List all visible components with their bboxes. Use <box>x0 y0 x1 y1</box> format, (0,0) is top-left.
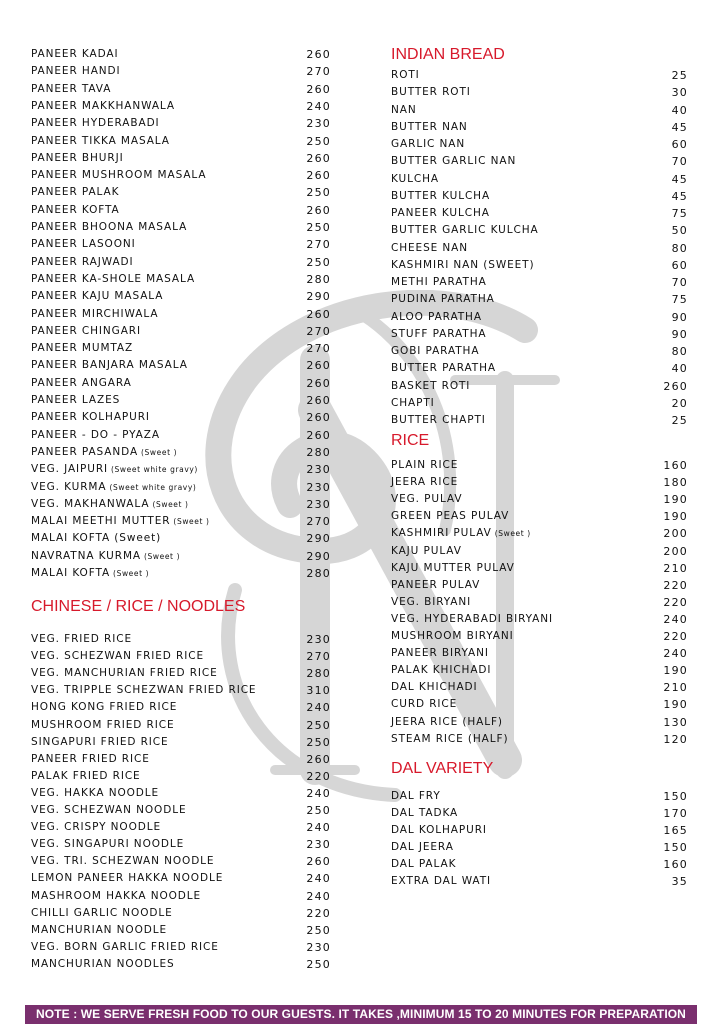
menu-item-name: BUTTER KULCHA <box>391 189 491 202</box>
menu-item <box>391 121 688 137</box>
menu-item-name: MANCHURIAN NOODLE <box>31 923 168 936</box>
menu-item <box>391 173 688 189</box>
menu-item-name: PANEER RAJWADI <box>31 255 134 268</box>
menu-item-name: DAL KHICHADI <box>391 681 478 694</box>
menu-item <box>31 907 331 923</box>
menu-item-price: 250 <box>306 221 331 234</box>
menu-item-name: PALAK KHICHADI <box>391 664 492 677</box>
menu-item <box>31 308 331 324</box>
menu-item-price: 190 <box>663 664 688 678</box>
menu-item <box>31 256 331 272</box>
menu-item-price: 240 <box>306 786 331 800</box>
menu-item-name: PANEER CHINGARI <box>31 324 141 337</box>
menu-item <box>31 238 331 254</box>
menu-item-price: 240 <box>306 701 331 715</box>
menu-item-price: 170 <box>663 806 688 820</box>
menu-item-price: 270 <box>306 324 331 338</box>
menu-item-name: PANEER PULAV <box>391 578 481 591</box>
menu-item <box>31 890 331 906</box>
menu-item-name: BUTTER CHAPTI <box>391 414 486 426</box>
menu-item-price: 230 <box>306 497 331 511</box>
menu-item-name: STUFF PARATHA <box>391 327 487 340</box>
menu-item <box>31 342 331 358</box>
menu-item <box>31 169 331 185</box>
menu-item-price: 230 <box>306 838 331 852</box>
menu-item-note: (Sweet ) <box>138 447 178 457</box>
menu-item-name: VEG. SCHEZWAN FRIED RICE <box>31 650 204 663</box>
menu-item-name: MUSHROOM BIRYANI <box>391 630 514 642</box>
menu-item-name: CHAPTI <box>391 396 435 409</box>
menu-item <box>31 463 331 479</box>
menu-item-name: PANEER MIRCHIWALA <box>31 307 159 320</box>
menu-item-name: PANEER KOFTA <box>31 203 120 216</box>
menu-item-name: VEG. HAKKA NOODLE <box>31 786 160 799</box>
menu-item-price: 210 <box>663 681 688 695</box>
menu-item <box>31 924 331 940</box>
menu-item-name: PANEER LAZES <box>31 394 121 406</box>
menu-item <box>391 311 688 327</box>
menu-item <box>391 276 688 292</box>
menu-item-name: BUTTER ROTI <box>391 86 471 99</box>
menu-item <box>31 429 331 445</box>
menu-item-price: 260 <box>306 411 331 425</box>
menu-item-price: 150 <box>663 840 688 854</box>
menu-item-name: KASHMIRI NAN (SWEET) <box>391 258 535 271</box>
menu-item-price: 270 <box>306 342 331 356</box>
menu-item <box>31 377 331 393</box>
menu-item-price: 200 <box>663 527 688 541</box>
menu-item <box>391 138 688 154</box>
menu-item-name: VEG. CRISPY NOODLE <box>31 821 162 834</box>
menu-item-price: 280 <box>306 445 331 459</box>
menu-item-price: 90 <box>671 327 688 341</box>
menu-item <box>391 807 688 823</box>
menu-item-name: CHILLI GARLIC NOODLE <box>31 906 173 919</box>
menu-item-price: 45 <box>671 120 688 134</box>
menu-item <box>31 804 331 820</box>
menu-item-name: STEAM RICE (HALF) <box>391 732 509 745</box>
menu-item-name: BUTTER NAN <box>391 120 468 133</box>
menu-item-name: VEG. HYDERABADI BIRYANI <box>391 612 553 625</box>
menu-item-price: 260 <box>663 379 688 393</box>
menu-item-name: ROTI <box>391 69 420 81</box>
menu-item <box>31 204 331 220</box>
menu-item-price: 165 <box>663 823 688 837</box>
menu-item <box>391 562 688 578</box>
menu-item <box>31 736 331 752</box>
menu-item <box>391 414 688 430</box>
menu-item-name: PANEER HANDI <box>31 65 121 78</box>
menu-item-price: 160 <box>663 459 688 472</box>
menu-item-name: PANEER KOLHAPURI <box>31 411 150 424</box>
menu-item <box>31 770 331 786</box>
menu-item-name: VEG. BIRYANI <box>391 595 472 608</box>
menu-item-price: 230 <box>306 940 331 954</box>
menu-item-name: JEERA RICE <box>391 476 459 489</box>
section-title-bread: INDIAN BREAD <box>391 46 505 63</box>
menu-item-price: 280 <box>306 567 331 580</box>
menu-item-price: 290 <box>306 532 331 546</box>
menu-item <box>31 684 331 700</box>
menu-item <box>391 681 688 697</box>
menu-item-price: 250 <box>306 735 331 749</box>
menu-item <box>31 117 331 133</box>
menu-item-price: 280 <box>306 667 331 681</box>
menu-item-price: 240 <box>663 612 688 626</box>
menu-item <box>31 65 331 81</box>
menu-item <box>31 273 331 289</box>
menu-item-name: KAJU PULAV <box>391 544 462 557</box>
menu-item <box>391 493 688 509</box>
menu-item-price: 260 <box>306 151 331 165</box>
menu-item <box>391 104 688 120</box>
menu-item <box>391 207 688 223</box>
menu-item-name: BUTTER GARLIC KULCHA <box>391 224 539 237</box>
menu-item-name: BUTTER PARATHA <box>391 362 496 375</box>
menu-item-price: 20 <box>671 396 688 410</box>
menu-item <box>31 821 331 837</box>
menu-item-name: PANEER FRIED RICE <box>31 752 150 765</box>
menu-item-price: 220 <box>306 906 331 920</box>
menu-item-name: MANCHURIAN NOODLES <box>31 957 175 970</box>
menu-item <box>31 567 331 583</box>
menu-item-price: 190 <box>663 493 688 507</box>
menu-item <box>391 545 688 561</box>
menu-item-price: 90 <box>671 310 688 324</box>
menu-item <box>391 510 688 526</box>
menu-item <box>31 719 331 735</box>
menu-item <box>31 838 331 854</box>
menu-item-price: 230 <box>306 117 331 131</box>
menu-item-price: 230 <box>306 480 331 494</box>
menu-item <box>391 380 688 396</box>
menu-item-name: JEERA RICE (HALF) <box>391 715 503 728</box>
menu-item <box>31 650 331 666</box>
menu-item-note: (Sweet white gravy) <box>106 482 197 492</box>
menu-item-name: VEG. SCHEZWAN NOODLE <box>31 804 187 816</box>
menu-item-name: VEG. PULAV <box>391 493 463 506</box>
menu-item-name: PANEER HYDERABADI <box>31 117 160 130</box>
menu-item-name: MALAI MEETHI MUTTER (Sweet ) <box>31 515 210 528</box>
menu-item-price: 30 <box>671 86 688 100</box>
menu-item <box>31 446 331 462</box>
menu-item-name: PANEER TAVA <box>31 82 112 95</box>
menu-item <box>391 190 688 206</box>
menu-item-price: 230 <box>306 463 331 477</box>
menu-item <box>391 875 688 891</box>
menu-item-price: 240 <box>306 872 331 886</box>
menu-item-name: VEG. KURMA (Sweet white gravy) <box>31 480 197 493</box>
menu-item <box>31 667 331 683</box>
menu-item-price: 260 <box>306 48 331 61</box>
menu-item-name: BUTTER GARLIC NAN <box>391 155 517 168</box>
section-title-chinese: CHINESE / RICE / NOODLES <box>31 598 246 615</box>
menu-item <box>391 698 688 714</box>
menu-item <box>31 941 331 957</box>
menu-item-note: (Sweet ) <box>141 551 181 561</box>
menu-item-name: PANEER BHURJI <box>31 151 124 164</box>
menu-item-name: VEG. SINGAPURI NOODLE <box>31 838 185 851</box>
menu-item-name: PANEER - DO - PYAZA <box>31 428 160 441</box>
menu-item <box>31 515 331 531</box>
menu-item-price: 260 <box>306 169 331 183</box>
menu-item-price: 120 <box>663 732 688 746</box>
menu-item-name: PANEER BHOONA MASALA <box>31 221 188 233</box>
menu-item-price: 250 <box>306 718 331 732</box>
menu-item-price: 50 <box>671 224 688 238</box>
menu-item <box>391 613 688 629</box>
menu-item-name: GOBI PARATHA <box>391 345 480 357</box>
menu-item-price: 230 <box>306 633 331 646</box>
menu-item <box>31 290 331 306</box>
menu-item <box>391 841 688 857</box>
menu-item-price: 260 <box>306 855 331 869</box>
menu-item <box>391 647 688 663</box>
menu-item-price: 75 <box>671 293 688 307</box>
menu-item-name: PANEER TIKKA MASALA <box>31 134 170 147</box>
menu-item-name: PUDINA PARATHA <box>391 293 495 306</box>
menu-item-price: 250 <box>306 186 331 200</box>
menu-item-name: HONG KONG FRIED RICE <box>31 701 178 714</box>
menu-item-price: 130 <box>663 715 688 729</box>
section-title-rice: RICE <box>391 432 430 449</box>
menu-item-name: PANEER ANGARA <box>31 376 132 389</box>
menu-item-price: 290 <box>306 290 331 304</box>
menu-item-name: EXTRA DAL WATI <box>391 874 492 887</box>
menu-item-price: 80 <box>671 345 688 358</box>
menu-item-name: VEG. FRIED RICE <box>31 633 132 645</box>
menu-item-name: VEG. JAIPURI (Sweet white gravy) <box>31 463 198 476</box>
menu-item <box>391 242 688 258</box>
menu-item <box>31 753 331 769</box>
menu-item-price: 60 <box>671 258 688 272</box>
menu-item-name: MALAI KOFTA (Sweet ) <box>31 567 150 579</box>
menu-item-name: PANEER BIRYANI <box>391 647 489 660</box>
menu-item <box>31 481 331 497</box>
menu-item-price: 260 <box>306 394 331 407</box>
menu-item-name: VEG. MANCHURIAN FRIED RICE <box>31 667 218 680</box>
menu-item-name: BASKET ROTI <box>391 379 471 392</box>
menu-item-price: 240 <box>306 821 331 835</box>
menu-item-name: DAL JEERA <box>391 840 454 853</box>
menu-item-price: 240 <box>663 647 688 661</box>
menu-item-price: 270 <box>306 515 331 529</box>
menu-item-name: KASHMIRI PULAV (Sweet ) <box>391 527 531 540</box>
menu-item-name: METHI PARATHA <box>391 276 487 288</box>
menu-item <box>31 221 331 237</box>
menu-item-name: CURD RICE <box>391 698 458 711</box>
menu-item-name: CHEESE NAN <box>391 241 469 254</box>
menu-item <box>31 359 331 375</box>
menu-item-name: DAL KOLHAPURI <box>391 823 487 836</box>
menu-item-name: PANEER PASANDA (Sweet ) <box>31 445 178 458</box>
menu-item-name: PANEER MAKKHANWALA <box>31 99 176 112</box>
menu-item <box>31 633 331 649</box>
menu-item-price: 270 <box>306 65 331 79</box>
menu-item <box>31 325 331 341</box>
menu-item-name: PALAK FRIED RICE <box>31 769 141 782</box>
menu-item-name: PANEER KAJU MASALA <box>31 290 164 303</box>
menu-item <box>391 345 688 361</box>
menu-item-price: 240 <box>306 99 331 113</box>
footer-note: NOTE : WE SERVE FRESH FOOD TO OUR GUESTS. IT TAKES ,MINIMUM 15 TO 20 MINUTES FOR PREPARATION <box>25 1005 697 1024</box>
menu-item <box>31 550 331 566</box>
menu-item-price: 160 <box>663 857 688 871</box>
menu-item <box>391 596 688 612</box>
menu-item-name: PLAIN RICE <box>391 459 459 471</box>
menu-item-name: KAJU MUTTER PULAV <box>391 561 515 574</box>
menu-item-name: PANEER MUSHROOM MASALA <box>31 169 207 182</box>
menu-item-price: 190 <box>663 698 688 712</box>
menu-item-name: GARLIC NAN <box>391 138 466 150</box>
menu-item <box>391 476 688 492</box>
menu-item <box>391 293 688 309</box>
menu-item <box>31 701 331 717</box>
menu-item-name: VEG. TRI. SCHEZWAN NOODLE <box>31 855 215 868</box>
menu-item-name: VEG. MAKHANWALA (Sweet ) <box>31 497 189 510</box>
menu-item <box>391 362 688 378</box>
menu-item <box>31 498 331 514</box>
menu-item-name: SINGAPURI FRIED RICE <box>31 735 169 748</box>
menu-item <box>31 48 331 64</box>
menu-item-price: 220 <box>663 578 688 592</box>
menu-item <box>31 787 331 803</box>
menu-item <box>391 858 688 874</box>
menu-item-price: 260 <box>306 359 331 373</box>
menu-item-name: VEG. TRIPPLE SCHEZWAN FRIED RICE <box>31 684 257 697</box>
menu-item <box>31 855 331 871</box>
menu-item-price: 280 <box>306 272 331 286</box>
menu-item-price: 150 <box>663 790 688 803</box>
menu-item-price: 60 <box>671 138 688 151</box>
menu-item-price: 250 <box>306 134 331 148</box>
menu-item-name: GREEN PEAS PULAV <box>391 510 510 523</box>
menu-item-price: 210 <box>663 561 688 575</box>
menu-item-name: ALOO PARATHA <box>391 310 482 323</box>
menu-item-name: PANEER KULCHA <box>391 207 490 219</box>
menu-item <box>391 459 688 475</box>
menu-item-name: PANEER BANJARA MASALA <box>31 359 188 372</box>
menu-item <box>391 630 688 646</box>
menu-item-price: 220 <box>663 595 688 609</box>
menu-item-price: 70 <box>671 155 688 169</box>
menu-item-price: 250 <box>306 957 331 971</box>
menu-item <box>31 152 331 168</box>
menu-item-price: 250 <box>306 804 331 817</box>
menu-item-price: 25 <box>671 69 688 82</box>
menu-item-name: DAL PALAK <box>391 857 457 870</box>
menu-item-price: 260 <box>306 376 331 390</box>
menu-item-note: (Sweet white gravy) <box>108 465 198 475</box>
menu-item <box>31 186 331 202</box>
menu-item-name: PANEER LASOONI <box>31 238 136 251</box>
menu-item-price: 260 <box>306 752 331 766</box>
section-title-dal: DAL VARIETY <box>391 760 494 777</box>
menu-item-name: PANEER KADAI <box>31 48 119 60</box>
menu-item-name: DAL TADKA <box>391 806 459 819</box>
menu-item <box>391 328 688 344</box>
menu-item <box>391 86 688 102</box>
menu-item-price: 270 <box>306 650 331 664</box>
menu-item-price: 80 <box>671 241 688 255</box>
menu-item-price: 290 <box>306 549 331 563</box>
menu-item <box>391 579 688 595</box>
menu-item-note: (Sweet ) <box>170 517 210 527</box>
menu-item-price: 260 <box>306 82 331 96</box>
menu-item-name: PANEER KA-SHOLE MASALA <box>31 272 196 285</box>
menu-item-price: 40 <box>671 103 688 117</box>
menu-item-name: NAVRATNA KURMA (Sweet ) <box>31 549 181 562</box>
menu-item <box>391 69 688 85</box>
menu-item <box>31 135 331 151</box>
menu-item-price: 260 <box>306 428 331 442</box>
menu-item-price: 250 <box>306 923 331 937</box>
menu-item-price: 45 <box>671 172 688 186</box>
menu-item-note: (Sweet ) <box>110 569 150 578</box>
menu-item <box>391 224 688 240</box>
menu-item <box>391 527 688 543</box>
menu-item-price: 250 <box>306 255 331 269</box>
menu-item-price: 75 <box>671 207 688 220</box>
menu-item-price: 240 <box>306 889 331 903</box>
menu-item-price: 45 <box>671 189 688 203</box>
menu-item-name: PANEER MUMTAZ <box>31 342 134 355</box>
menu-item-price: 190 <box>663 510 688 524</box>
menu-item-name: NAN <box>391 103 417 116</box>
menu-item <box>391 155 688 171</box>
menu-item-price: 260 <box>306 307 331 321</box>
menu-item-name: MUSHROOM FRIED RICE <box>31 718 175 731</box>
menu-item-name: PANEER PALAK <box>31 186 120 199</box>
menu-item-name: VEG. BORN GARLIC FRIED RICE <box>31 940 219 953</box>
menu-item-name: DAL FRY <box>391 790 441 802</box>
menu-item-name: MASHROOM HAKKA NOODLE <box>31 889 202 902</box>
menu-item-price: 270 <box>306 238 331 252</box>
menu-item-price: 70 <box>671 276 688 289</box>
menu-item-note: (Sweet ) <box>491 529 531 539</box>
menu-item-name: MALAI KOFTA (Sweet) <box>31 532 162 545</box>
menu-item-price: 200 <box>663 544 688 558</box>
menu-item <box>31 872 331 888</box>
menu-item <box>391 664 688 680</box>
menu-item <box>391 733 688 749</box>
menu-item-price: 40 <box>671 362 688 376</box>
menu-item <box>391 259 688 275</box>
menu-item <box>31 83 331 99</box>
menu-item-price: 220 <box>663 630 688 643</box>
menu-item <box>391 397 688 413</box>
menu-item-price: 35 <box>671 874 688 888</box>
menu-item <box>31 394 331 410</box>
menu-item-price: 25 <box>671 414 688 427</box>
menu-item <box>31 100 331 116</box>
menu-item <box>391 716 688 732</box>
menu-item-price: 220 <box>306 769 331 783</box>
menu-item-price: 260 <box>306 203 331 217</box>
menu-item <box>31 532 331 548</box>
menu-item-name: KULCHA <box>391 172 439 185</box>
menu-item <box>391 824 688 840</box>
menu-item-name: LEMON PANEER HAKKA NOODLE <box>31 872 224 885</box>
menu-item-note: (Sweet ) <box>149 499 189 509</box>
menu-item-price: 180 <box>663 476 688 490</box>
menu-item <box>391 790 688 806</box>
menu-item-price: 310 <box>306 684 331 698</box>
menu-item <box>31 411 331 427</box>
menu-item <box>31 958 331 974</box>
